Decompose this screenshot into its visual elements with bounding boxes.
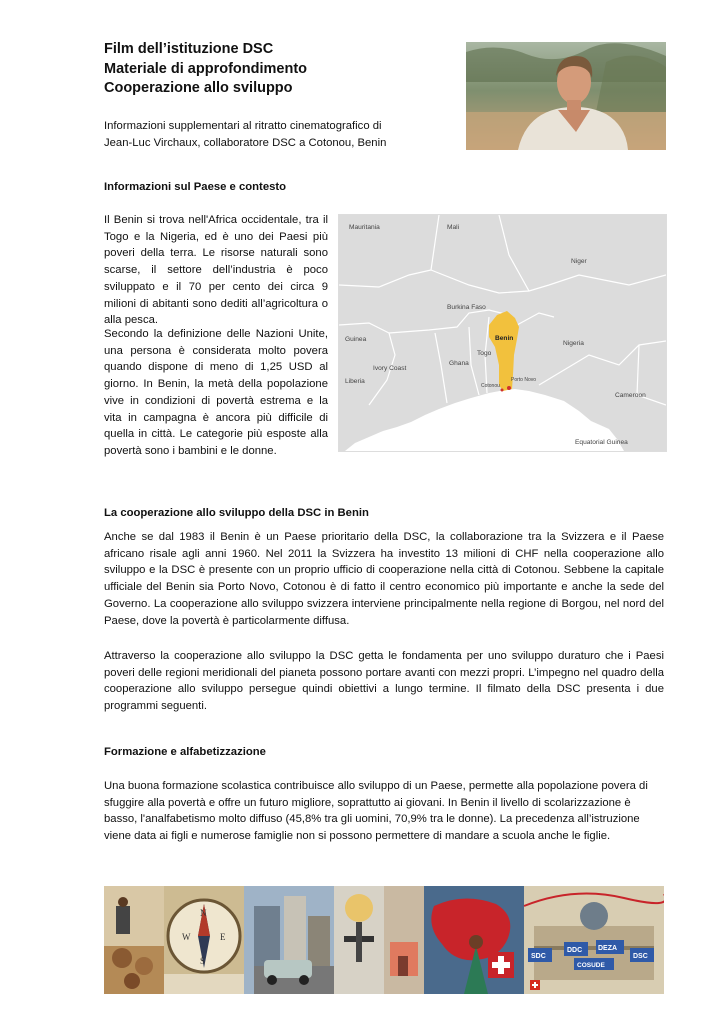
sign-deza: DEZA xyxy=(598,945,618,952)
intro-line-1: Informazioni supplementari al ritratto cinematografico di xyxy=(104,120,382,132)
cooperation-paragraph-2: Attraverso la cooperazione allo sviluppo la DSC getta le fondamenta per uno sviluppo duraturo che i Paesi poveri delle regioni meridionali del pianeta possono portare avanti con mezzi propri. L’impegno nel quadro della cooperazione allo sviluppo persegue quindi obiettivi a lungo termine. Il filmato della DSC presenta i due programmi seguenti. xyxy=(104,650,664,713)
map-label-mauritania: Mauritania xyxy=(349,224,380,231)
map-label-ivory: Ivory Coast xyxy=(373,365,407,372)
svg-text:E: E xyxy=(220,932,226,942)
map-label-nigeria: Nigeria xyxy=(563,340,584,347)
map-label-mali: Mali xyxy=(447,224,460,231)
map-label-ghana: Ghana xyxy=(449,360,469,367)
map-label-togo: Togo xyxy=(477,350,492,357)
map-label-guinea: Guinea xyxy=(345,336,367,343)
map-label-cameroon: Cameroon xyxy=(615,392,646,399)
country-paragraph-2: Secondo la definizione delle Nazioni Unite, una persona è considerata molto povera quando dispone di meno di 1,25 USD al giorno. In Benin, la metà della popolazione vive in condizioni di povertà estrema e la vita in campagna è ancora più difficile di quella in città. Le categorie più esposte alla povertà sono i bambini e le donne. xyxy=(104,328,328,457)
map-label-cotonou: Cotonou xyxy=(481,383,500,389)
map-label-niger: Niger xyxy=(571,258,587,265)
sign-sdc: SDC xyxy=(531,953,546,960)
section-heading-cooperation: La cooperazione allo sviluppo della DSC in Benin xyxy=(104,507,369,519)
portrait-photo-image xyxy=(466,42,666,150)
benin-map-image xyxy=(339,215,666,451)
title-line-2: Materiale di approfondimento xyxy=(104,60,308,77)
porto-novo-marker xyxy=(507,386,511,390)
intro-line-2: Jean-Luc Virchaux, collaboratore DSC a Cotonou, Benin xyxy=(104,136,387,149)
map-label-porto-novo: Porto Novo xyxy=(511,377,537,383)
country-paragraph-1: Il Benin si trova nell'Africa occidentale, tra il Togo e la Nigeria, ed è uno dei Paesi più poveri della terra. Le risorse naturali sono scarse, il settore dell’industria è poco sviluppato e il 70 per cento dei circa 9 milioni di abitanti sono dediti all’agricoltura o alla pesca. xyxy=(104,214,328,327)
svg-text:N: N xyxy=(200,908,207,918)
sign-cosude: COSUDE xyxy=(577,962,605,969)
cooperation-paragraph-1: Anche se dal 1983 il Benin è un Paese prioritario della DSC, la collaborazione tra la Svizzera e il Paese africano risale agli anni 1960. Nel 2011 la Svizzera ha investito 13 milioni di CHF nella cooperazione allo sviluppo e la DSC è presente con un proprio ufficio di cooperazione nella città di Cotonou. Sebbene la capitale ufficiale del Benin sia Porto Novo, Cotonou è di fatto il centro economico più importante e anche la sede del Governo. La cooperazione allo sviluppo svizzera interviene principalmente nella regione di Borgou, nel nord del Paese, dove la povertà è particolarmente diffusa. xyxy=(104,531,664,627)
sign-ddc: DDC xyxy=(567,947,583,954)
collage-banner-image xyxy=(104,886,664,994)
section-heading-country: Informazioni sul Paese e contesto xyxy=(104,181,287,193)
map-label-burkina: Burkina Faso xyxy=(447,304,486,311)
map-label-liberia: Liberia xyxy=(345,378,365,385)
section-heading-education: Formazione e alfabetizzazione xyxy=(104,746,266,758)
title-line-3: Cooperazione allo sviluppo xyxy=(104,80,293,96)
benin-map xyxy=(338,214,667,452)
svg-text:W: W xyxy=(182,932,191,942)
title-line-1: Film dell’istituzione DSC xyxy=(104,41,274,57)
document-title xyxy=(104,40,444,99)
map-label-equatorial-guinea: Equatorial Guinea xyxy=(575,439,628,446)
education-paragraph-1: Una buona formazione scolastica contribuisce allo sviluppo di un Paese, permette alla popolazione povera di sfuggire alla povertà e offre un futuro migliore, soprattutto ai giovani. In Benin il livello di scolarizzazione è basso, l'analfabetismo molto diffuso (45,8% tra gli uomini, 70,9% tra le donne). La precedenza all’istruzione viene data ai figli e numerose famiglie non si possono permettere di mandare a scuola anche le figlie. xyxy=(104,780,648,843)
sign-dsc: DSC xyxy=(633,953,648,960)
intro-text xyxy=(104,118,434,151)
svg-text:S: S xyxy=(200,956,206,966)
collage-banner xyxy=(104,886,664,994)
map-label-benin: Benin xyxy=(495,335,514,342)
portrait-photo xyxy=(466,42,666,150)
cotonou-marker xyxy=(501,389,504,392)
